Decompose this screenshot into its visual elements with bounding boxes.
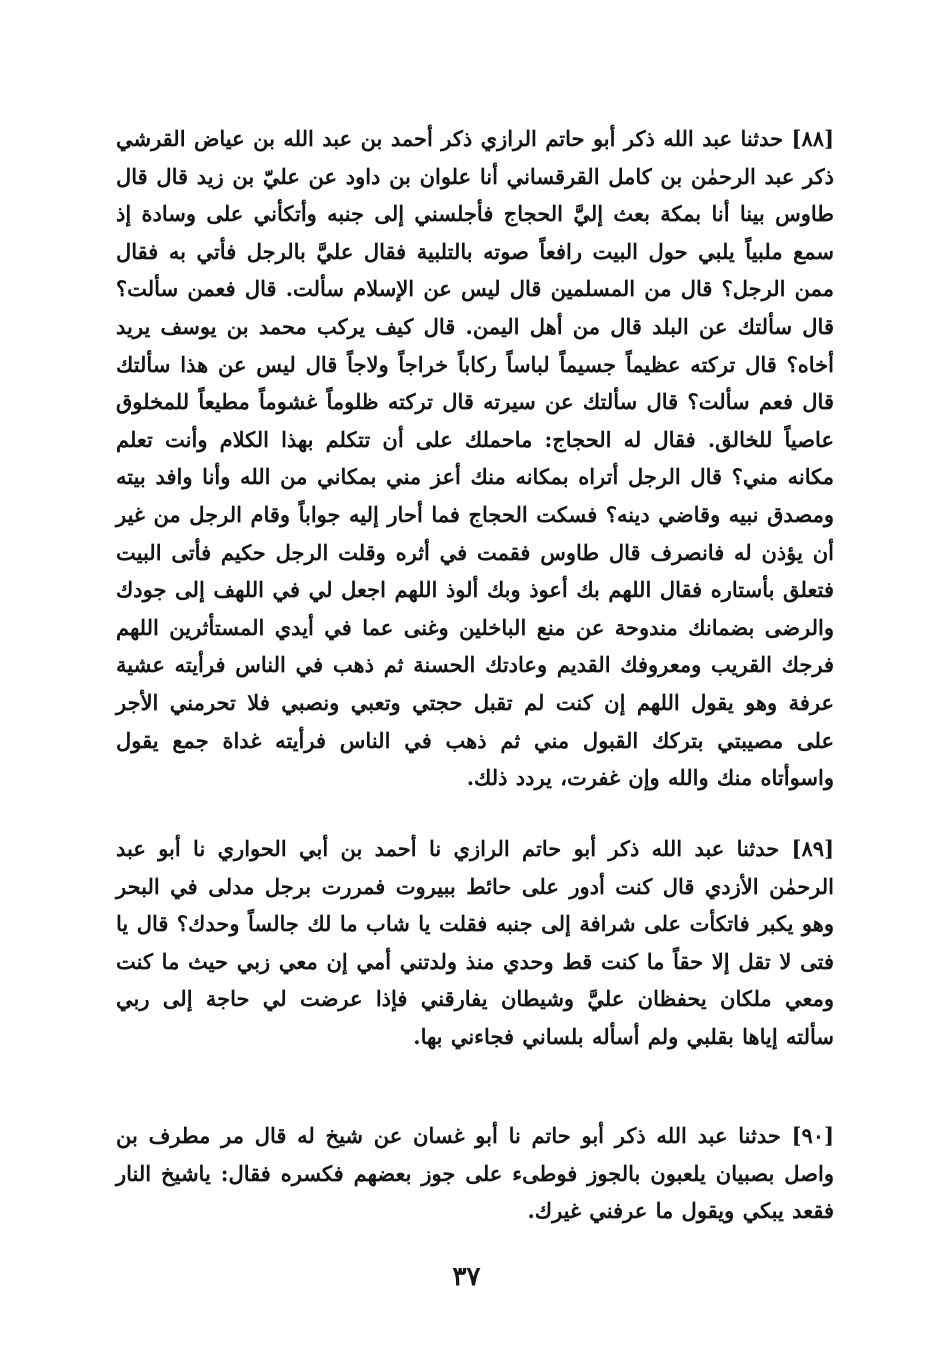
page-number: ٣٧ [452, 1262, 481, 1292]
paragraph-90: [٩٠] حدثنا عبد الله ذكر أبو حاتم نا أبو غسان عن شيخ له قال مر مطرف بن واصل بصبيان يلعبون بالجوز فوطىء على جوز بعضهم فكسره فقال: ياشيخ النار فقعد يبكي ويقول ما عرفني غيرك. [116, 1123, 834, 1224]
paragraph-89: [٨٩] حدثنا عبد الله ذكر أبو حاتم الرازي نا أحمد بن أبي الحواري نا أبو عبد الرحمٰن الأزدي قال كنت أدور على حائط ببيروت فمررت برجل مدلى في البحر وهو يكبر فاتكأت على شرافة إلى جنبه فقلت يا شاب ما لك جالساً وحدك؟ قال يا فتى لا تقل إلا حقاً ما كنت قط وحدي منذ ولدتني أمي إن معي زبي حيث ما كنت ومعي ملكان يحفظان عليَّ وشيطان يفارقني فإذا عرضت لي حاجة إلى ربي سألته إياها بقلبي ولم أسأله بلساني فجاءني بها. [116, 836, 834, 1049]
paragraph-88: [٨٨] حدثنا عبد الله ذكر أبو حاتم الرازي ذكر أحمد بن عبد الله بن عياض القرشي ذكر عبد الرحمٰن بن كامل القرقساني أنا علوان بن داود عن عليّ بن زيد قال قال طاوس بينا أنا بمكة بعث إليَّ الحجاج فأجلسني إلى جنبه وأتكأني على وسادة إذ سمع ملبياً يلبي حول البيت رافعاً صوته بالتلبية فقال عليَّ بالرجل فأتي به فقال ممن الرجل؟ قال من المسلمين قال ليس عن الإسلام سألت. قال فعمن سألت؟ قال سألتك عن البلد قال من أهل اليمن. قال كيف يركب محمد بن يوسف يريد أخاه؟ قال تركته عظيماً جسيماً لباساً ركاباً خراجاً ولاجاً قال ليس عن هذا سألتك قال فعم سألت؟ قال سألتك عن سيرته قال تركته ظلوماً غشوماً مطيعاً للمخلوق عاصياً للخالق. فقال له الحجاج: ماحملك على أن تتكلم بهذا الكلام وأنت تعلم مكانه مني؟ قال الرجل أتراه بمكانه منك أعز مني بمكاني من الله وأنا وافد بيته ومصدق نبيه وقاضي دينه؟ فسكت الحجاج فما أحار إليه جواباً وقام الرجل من غير أن يؤذن له فانصرف قال طاوس فقمت في أثره وقلت الرجل حكيم فأتى البيت فتعلق بأستاره فقال اللهم بك أعوذ وبك ألوذ اللهم اجعل لي في اللهف إلى جودك والرضى بضمانك مندوحة عن منع الباخلين وغنى عما في أيدي المستأثرين اللهم فرجك القريب ومعروفك القديم وعادتك الحسنة ثم ذهب في الناس فرأيته عشية عرفة وهو يقول اللهم إن كنت لم تقبل حجتي وتعبي ونصبي فلا تحرمني الأجر على مصيبتي بتركك القبول مني ثم ذهب في الناس فرأيته غداة جمع يقول واسوأتاه منك والله وإن غفرت، يردد ذلك. [116, 126, 834, 791]
